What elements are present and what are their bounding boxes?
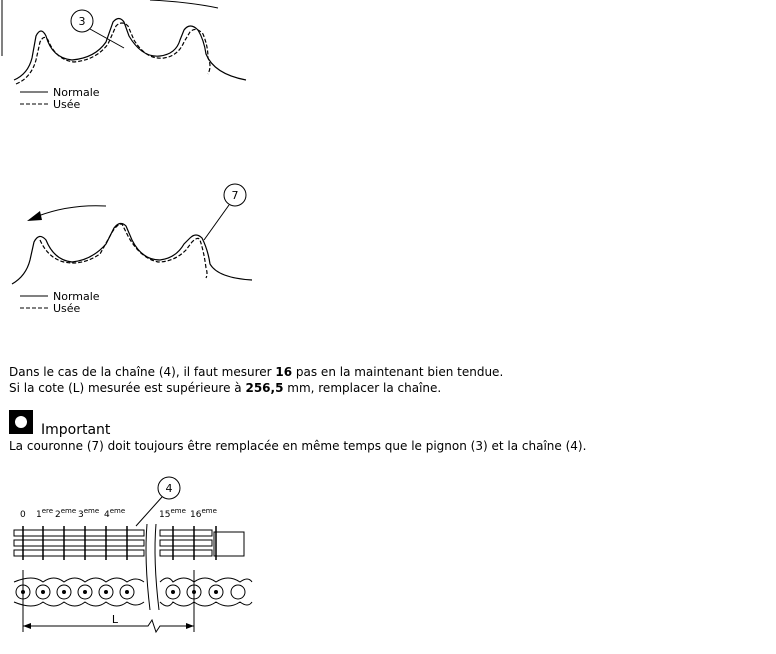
rotation-arrow — [38, 206, 106, 216]
callout-3-label: 3 — [78, 15, 86, 28]
normal-tooth-profile — [14, 19, 246, 81]
legend-worn-label: Usée — [53, 98, 81, 111]
rotation-arrow-head — [27, 211, 42, 221]
normal-tooth-profile — [12, 223, 252, 284]
pitch-count: 16 — [275, 365, 293, 379]
pin-label-4: 4eme — [104, 507, 126, 520]
important-title: Important — [41, 422, 111, 438]
worn-tooth-profile — [40, 224, 207, 278]
worn-tooth-profile — [16, 23, 210, 84]
break-line — [155, 524, 159, 610]
important-icon — [9, 410, 33, 434]
pin-label-1: 1ere — [36, 507, 54, 520]
rear-sprocket-wear-diagram — [0, 180, 260, 315]
length-label: L — [111, 613, 119, 626]
pin-label-0: 0 — [20, 510, 26, 520]
pin-label-15: 15eme — [159, 507, 186, 520]
max-length-value: 256,5 — [245, 381, 284, 395]
measure-instruction: Dans le cas de la chaîne (4), il faut mesurer 16 pas en la maintenant bien tendue. — [9, 365, 504, 379]
break-line — [146, 524, 150, 610]
pin-label-16: 16eme — [190, 507, 217, 520]
sprocket-wear-diagram — [0, 0, 260, 115]
chain-measurement-diagram — [0, 470, 265, 640]
length-dimension-line — [23, 620, 194, 632]
pin-label-3: 3eme — [78, 507, 100, 520]
legend-normal-label: Normale — [53, 290, 100, 303]
chain-top-pins — [23, 526, 216, 560]
callout-7-label: 7 — [231, 189, 239, 202]
important-text: La couronne (7) doit toujours être remplacée en même temps que le pignon (3) et la chaîne (4). — [9, 439, 587, 453]
chain-rollers — [16, 585, 245, 599]
legend-normal-label: Normale — [53, 86, 100, 99]
replace-instruction: Si la cote (L) mesurée est supérieure à 256,5 mm, remplacer la chaîne. — [9, 381, 442, 395]
chain-top-view — [14, 530, 244, 556]
callout-4-label: 4 — [165, 482, 173, 495]
pin-label-2: 2eme — [55, 507, 77, 520]
legend-worn-label: Usée — [53, 302, 81, 315]
